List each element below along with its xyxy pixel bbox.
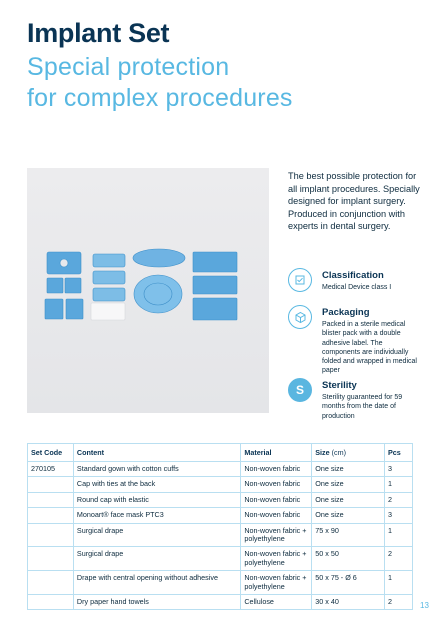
cell-set-code: 270105 <box>28 462 74 477</box>
header-size-unit: (cm) <box>331 448 346 457</box>
paper-towels <box>91 303 125 320</box>
surgical-drape-2 <box>193 276 237 294</box>
product-photo <box>27 168 269 413</box>
table-row <box>28 477 413 492</box>
cell-content: Surgical drape <box>73 547 240 571</box>
cell-content: Surgical drape <box>73 523 240 547</box>
cell-pcs: 3 <box>385 462 413 477</box>
feature-text: Packed in a sterile medical blister pack with a double adhesive label. The components are individually folded and wrapped in medical paper <box>322 321 417 375</box>
cell-material: Non-woven fabric <box>241 462 312 477</box>
page-number: 13 <box>420 601 429 610</box>
cell-material: Non-woven fabric <box>241 492 312 507</box>
cell-size: 30 x 40 <box>312 595 385 610</box>
header-set-code: Set Code <box>28 444 74 462</box>
cell-pcs: 2 <box>385 547 413 571</box>
components-table <box>27 443 413 610</box>
cell-content: Dry paper hand towels <box>73 595 240 610</box>
subtitle-line-1: Special protection <box>27 53 230 81</box>
table-row <box>28 547 413 571</box>
page-subtitle <box>27 52 293 114</box>
cell-pcs: 2 <box>385 492 413 507</box>
cell-set-code <box>28 547 74 571</box>
cell-set-code <box>28 571 74 595</box>
cell-set-code <box>28 595 74 610</box>
face-mask-1 <box>93 254 125 267</box>
cell-material: Non-woven fabric <box>241 477 312 492</box>
folded-gown-1 <box>45 299 63 319</box>
cell-set-code <box>28 477 74 492</box>
table-row <box>28 595 413 610</box>
folded-gown-2 <box>66 299 83 319</box>
checklist-icon <box>288 268 312 292</box>
header-size <box>312 444 385 462</box>
feature-title: Packaging <box>322 307 370 318</box>
subtitle-line-2: for complex procedures <box>27 84 293 112</box>
cell-size: One size <box>312 508 385 523</box>
feature-title: Sterility <box>322 380 357 391</box>
cell-material: Non-woven fabric + polyethylene <box>241 571 312 595</box>
header-size-label: Size <box>315 448 330 457</box>
table-row <box>28 492 413 507</box>
surgical-drape-large <box>193 252 237 272</box>
cell-content: Round cap with elastic <box>73 492 240 507</box>
cell-set-code <box>28 492 74 507</box>
cell-pcs: 1 <box>385 523 413 547</box>
cell-pcs: 2 <box>385 595 413 610</box>
cell-pcs: 1 <box>385 477 413 492</box>
table-row <box>28 523 413 547</box>
table-row <box>28 462 413 477</box>
table-row <box>28 571 413 595</box>
table-header-row <box>28 444 413 462</box>
cell-size: One size <box>312 477 385 492</box>
cell-size: 75 x 90 <box>312 523 385 547</box>
cell-content: Drape with central opening without adhesive <box>73 571 240 595</box>
cell-content: Monoart® face mask PTC3 <box>73 508 240 523</box>
cell-size: 50 x 50 <box>312 547 385 571</box>
table-row <box>28 508 413 523</box>
folded-drape-small-2 <box>65 278 81 293</box>
feature-title: Classification <box>322 270 384 281</box>
cap-with-ties <box>133 249 185 267</box>
page-title: Implant Set <box>27 18 170 48</box>
cell-pcs: 3 <box>385 508 413 523</box>
cell-size: One size <box>312 462 385 477</box>
cell-set-code <box>28 508 74 523</box>
intro-text: The best possible protection for all implant procedures. Specially designed for implant surgery. Produced in conjunction with experts in dental surgery. <box>288 171 420 232</box>
implant-set-illustration <box>27 168 269 413</box>
cell-set-code <box>28 523 74 547</box>
cell-material: Non-woven fabric <box>241 508 312 523</box>
feature-text: Medical Device class I <box>322 284 392 291</box>
cell-material: Cellulose <box>241 595 312 610</box>
header-material: Material <box>241 444 312 462</box>
header-pcs: Pcs <box>385 444 413 462</box>
cell-pcs: 1 <box>385 571 413 595</box>
folded-drape-small <box>47 278 63 293</box>
cell-size: 50 x 75 - Ø 6 <box>312 571 385 595</box>
header-content: Content <box>73 444 240 462</box>
sterility-s-icon: S <box>288 378 312 402</box>
face-mask-2 <box>93 271 125 284</box>
feature-text: Sterility guaranteed for 59 months from the date of production <box>322 394 403 420</box>
round-cap <box>134 275 182 313</box>
cell-content: Cap with ties at the back <box>73 477 240 492</box>
cell-content: Standard gown with cotton cuffs <box>73 462 240 477</box>
cell-material: Non-woven fabric + polyethylene <box>241 547 312 571</box>
face-mask-3 <box>93 288 125 301</box>
surgical-drape-3 <box>193 298 237 320</box>
cell-material: Non-woven fabric + polyethylene <box>241 523 312 547</box>
package-icon <box>288 305 312 329</box>
cell-size: One size <box>312 492 385 507</box>
